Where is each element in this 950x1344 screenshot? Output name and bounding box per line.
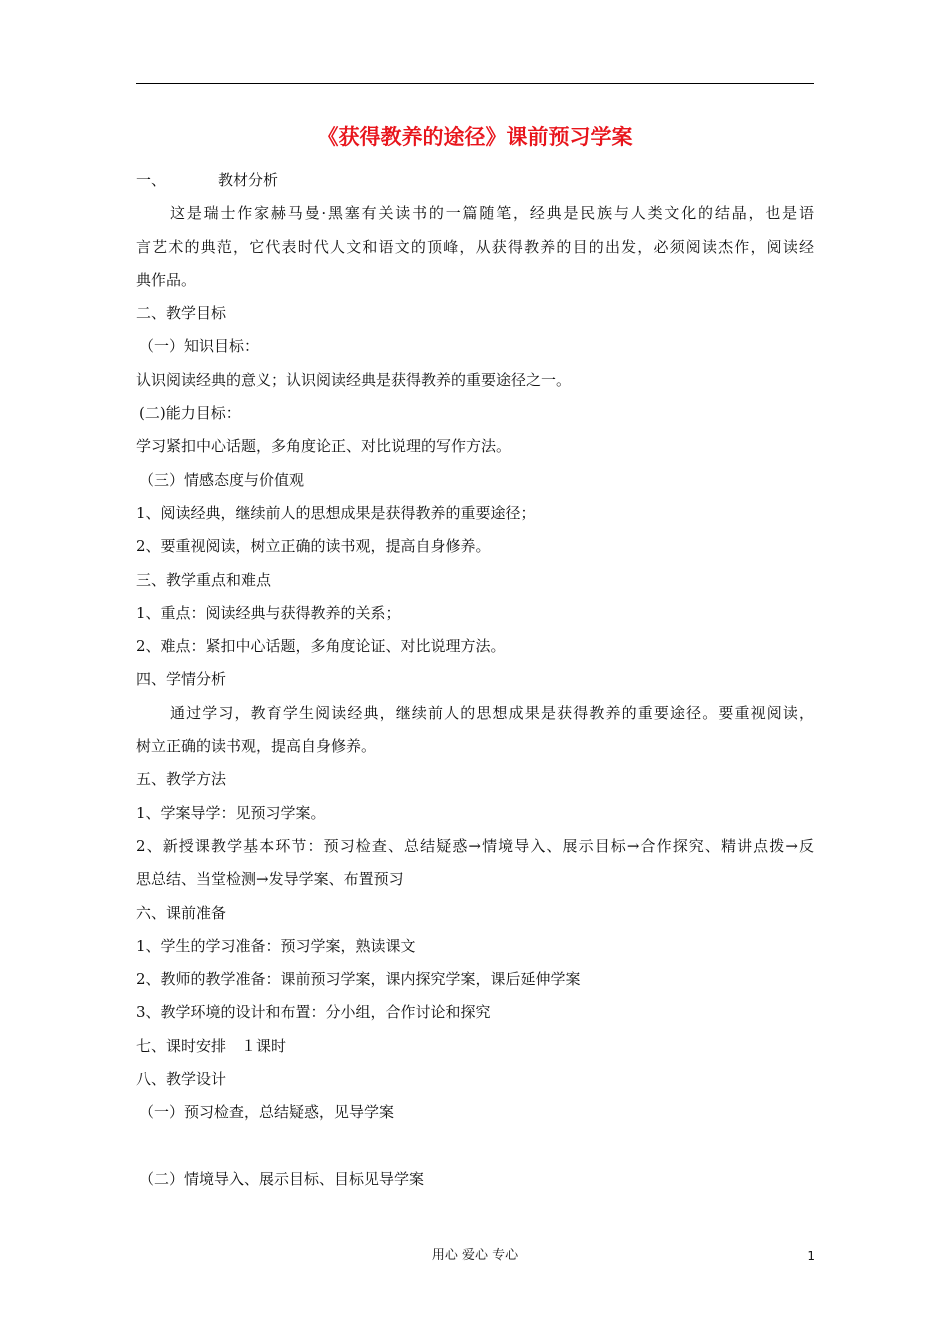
paragraph-line: 认识阅读经典的意义；认识阅读经典是获得教养的重要途径之一。 — [136, 370, 572, 389]
section-heading-4: 四、学情分析 — [136, 670, 227, 689]
list-item: 3、教学环境的设计和布置：分小组，合作讨论和探究 — [136, 1003, 491, 1022]
list-item: 2、新授课教学基本环节：预习检查、总结疑惑→情境导入、展示目标→合作探究、精讲点拨→反 — [136, 836, 814, 855]
list-item: 2、要重视阅读，树立正确的读书观，提高自身修养。 — [136, 537, 491, 556]
section-heading-8: 八、教学设计 — [136, 1070, 227, 1089]
section-number: 一、 — [136, 171, 167, 189]
document-body — [136, 164, 814, 1196]
subsection-heading: （三）情感态度与价值观 — [139, 470, 305, 489]
list-item-continued: 思总结、当堂检测→发导学案、布置预习 — [136, 870, 404, 889]
list-item: 1、重点：阅读经典与获得教养的关系； — [136, 603, 401, 622]
paragraph-line: 学习紧扣中心话题，多角度论正、对比说理的写作方法。 — [136, 437, 512, 456]
subsection-heading: （一）预习检查，总结疑惑，见导学案 — [139, 1103, 395, 1122]
footer-motto: 用心 爱心 专心 — [431, 1248, 519, 1263]
page-number: 1 — [807, 1249, 815, 1263]
paragraph-line: 这是瑞士作家赫马曼·黑塞有关读书的一篇随笔，经典是民族与人类文化的结晶，也是语 — [170, 204, 814, 223]
section-title: 教材分析 — [218, 171, 279, 189]
list-item: 2、教师的教学准备：课前预习学案，课内探究学案，课后延伸学案 — [136, 970, 581, 989]
document-title: 《获得教养的途径》课前预习学案 — [317, 125, 633, 149]
paragraph-line: 言艺术的典范，它代表时代人文和语文的顶峰，从获得教养的目的出发，必须阅读杰作，阅读经 — [136, 237, 814, 256]
section-heading-2: 二、教学目标 — [136, 304, 227, 323]
list-item: 1、阅读经典，继续前人的思想成果是获得教养的重要途径； — [136, 503, 536, 522]
section-heading-6: 六、课前准备 — [136, 903, 227, 922]
subsection-heading: （二）情境导入、展示目标、目标见导学案 — [139, 1169, 425, 1188]
list-item: 2、难点：紧扣中心话题，多角度论证、对比说理方法。 — [136, 637, 506, 656]
blank-line — [136, 1130, 814, 1163]
paragraph-line: 树立正确的读书观，提高自身修养。 — [136, 737, 377, 756]
list-item: 1、学生的学习准备：预习学案，熟读课文 — [136, 936, 416, 955]
list-item: 1、学案导学：见预习学案。 — [136, 803, 326, 822]
section-heading-5: 五、教学方法 — [136, 770, 227, 789]
paragraph-line: 通过学习，教育学生阅读经典，继续前人的思想成果是获得教养的重要途径。要重视阅读， — [170, 703, 814, 722]
section-heading-7: 七、课时安排 １课时 — [136, 1036, 287, 1055]
subsection-heading: （一）知识目标： — [139, 337, 260, 356]
header-rule — [136, 83, 814, 84]
subsection-heading: (二)能力目标： — [139, 404, 241, 423]
section-heading-1 — [136, 164, 814, 197]
section-heading-3: 三、教学重点和难点 — [136, 570, 272, 589]
paragraph-line: 典作品。 — [136, 270, 197, 289]
